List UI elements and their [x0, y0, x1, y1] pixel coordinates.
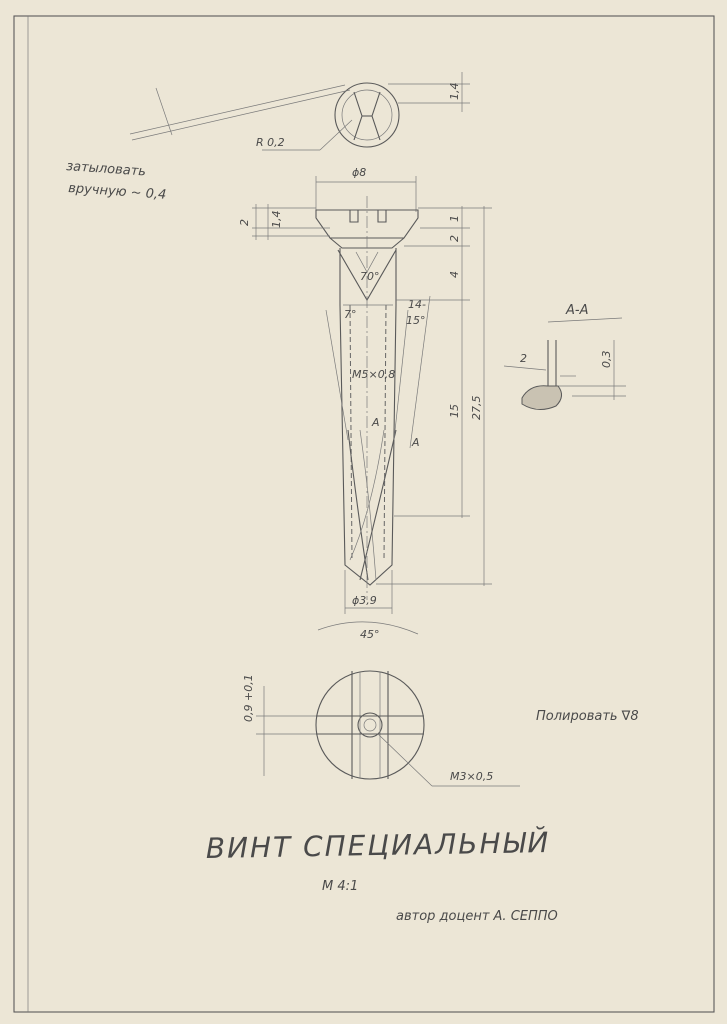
note-relief-line2: вручную ~ 0,4 — [67, 181, 167, 203]
drawing-title: ВИНТ СПЕЦИАЛЬНЫЙ — [205, 825, 551, 865]
dim-left-2: 2 — [238, 219, 251, 226]
dim-dia-3-9: ϕ3,9 — [352, 594, 377, 607]
drawing-scale: М 4:1 — [322, 879, 359, 894]
dim-top-1-4: 1,4 — [448, 82, 461, 100]
dim-0-9: 0,9 +0,1 — [242, 674, 255, 722]
dim-angle-7: 7° — [344, 308, 357, 321]
section-mark-a-inner: А — [372, 416, 380, 429]
dim-right-2: 2 — [448, 235, 461, 242]
thread-m3-label: М3×0,5 — [450, 770, 494, 783]
dim-right-1: 1 — [448, 215, 461, 222]
section-dim-0-3: 0,3 — [600, 350, 613, 368]
note-polish: Полировать ∇8 — [536, 709, 639, 724]
drawing-author: автор доцент А. СЕППО — [396, 909, 558, 924]
dim-angle-45: 45° — [360, 628, 380, 641]
dim-right-15: 15 — [448, 404, 461, 418]
dim-right-27-5: 27,5 — [470, 395, 483, 420]
note-relief-line1: затыловать — [65, 159, 147, 180]
dim-dia-8: ϕ8 — [352, 166, 367, 179]
dim-r02: R 0,2 — [256, 136, 285, 149]
dim-right-4: 4 — [448, 271, 461, 278]
section-mark-a-outer: А — [412, 436, 420, 449]
dim-angle-70: 70° — [360, 270, 380, 283]
section-dim-2: 2 — [520, 352, 527, 365]
dim-angle-14-15a: 14- — [408, 298, 426, 311]
dim-angle-14-15b: 15° — [406, 314, 426, 327]
section-aa-label: А-А — [566, 303, 589, 318]
dim-left-1-4: 1,4 — [270, 210, 283, 228]
thread-m5-label: М5×0,8 — [352, 368, 396, 381]
